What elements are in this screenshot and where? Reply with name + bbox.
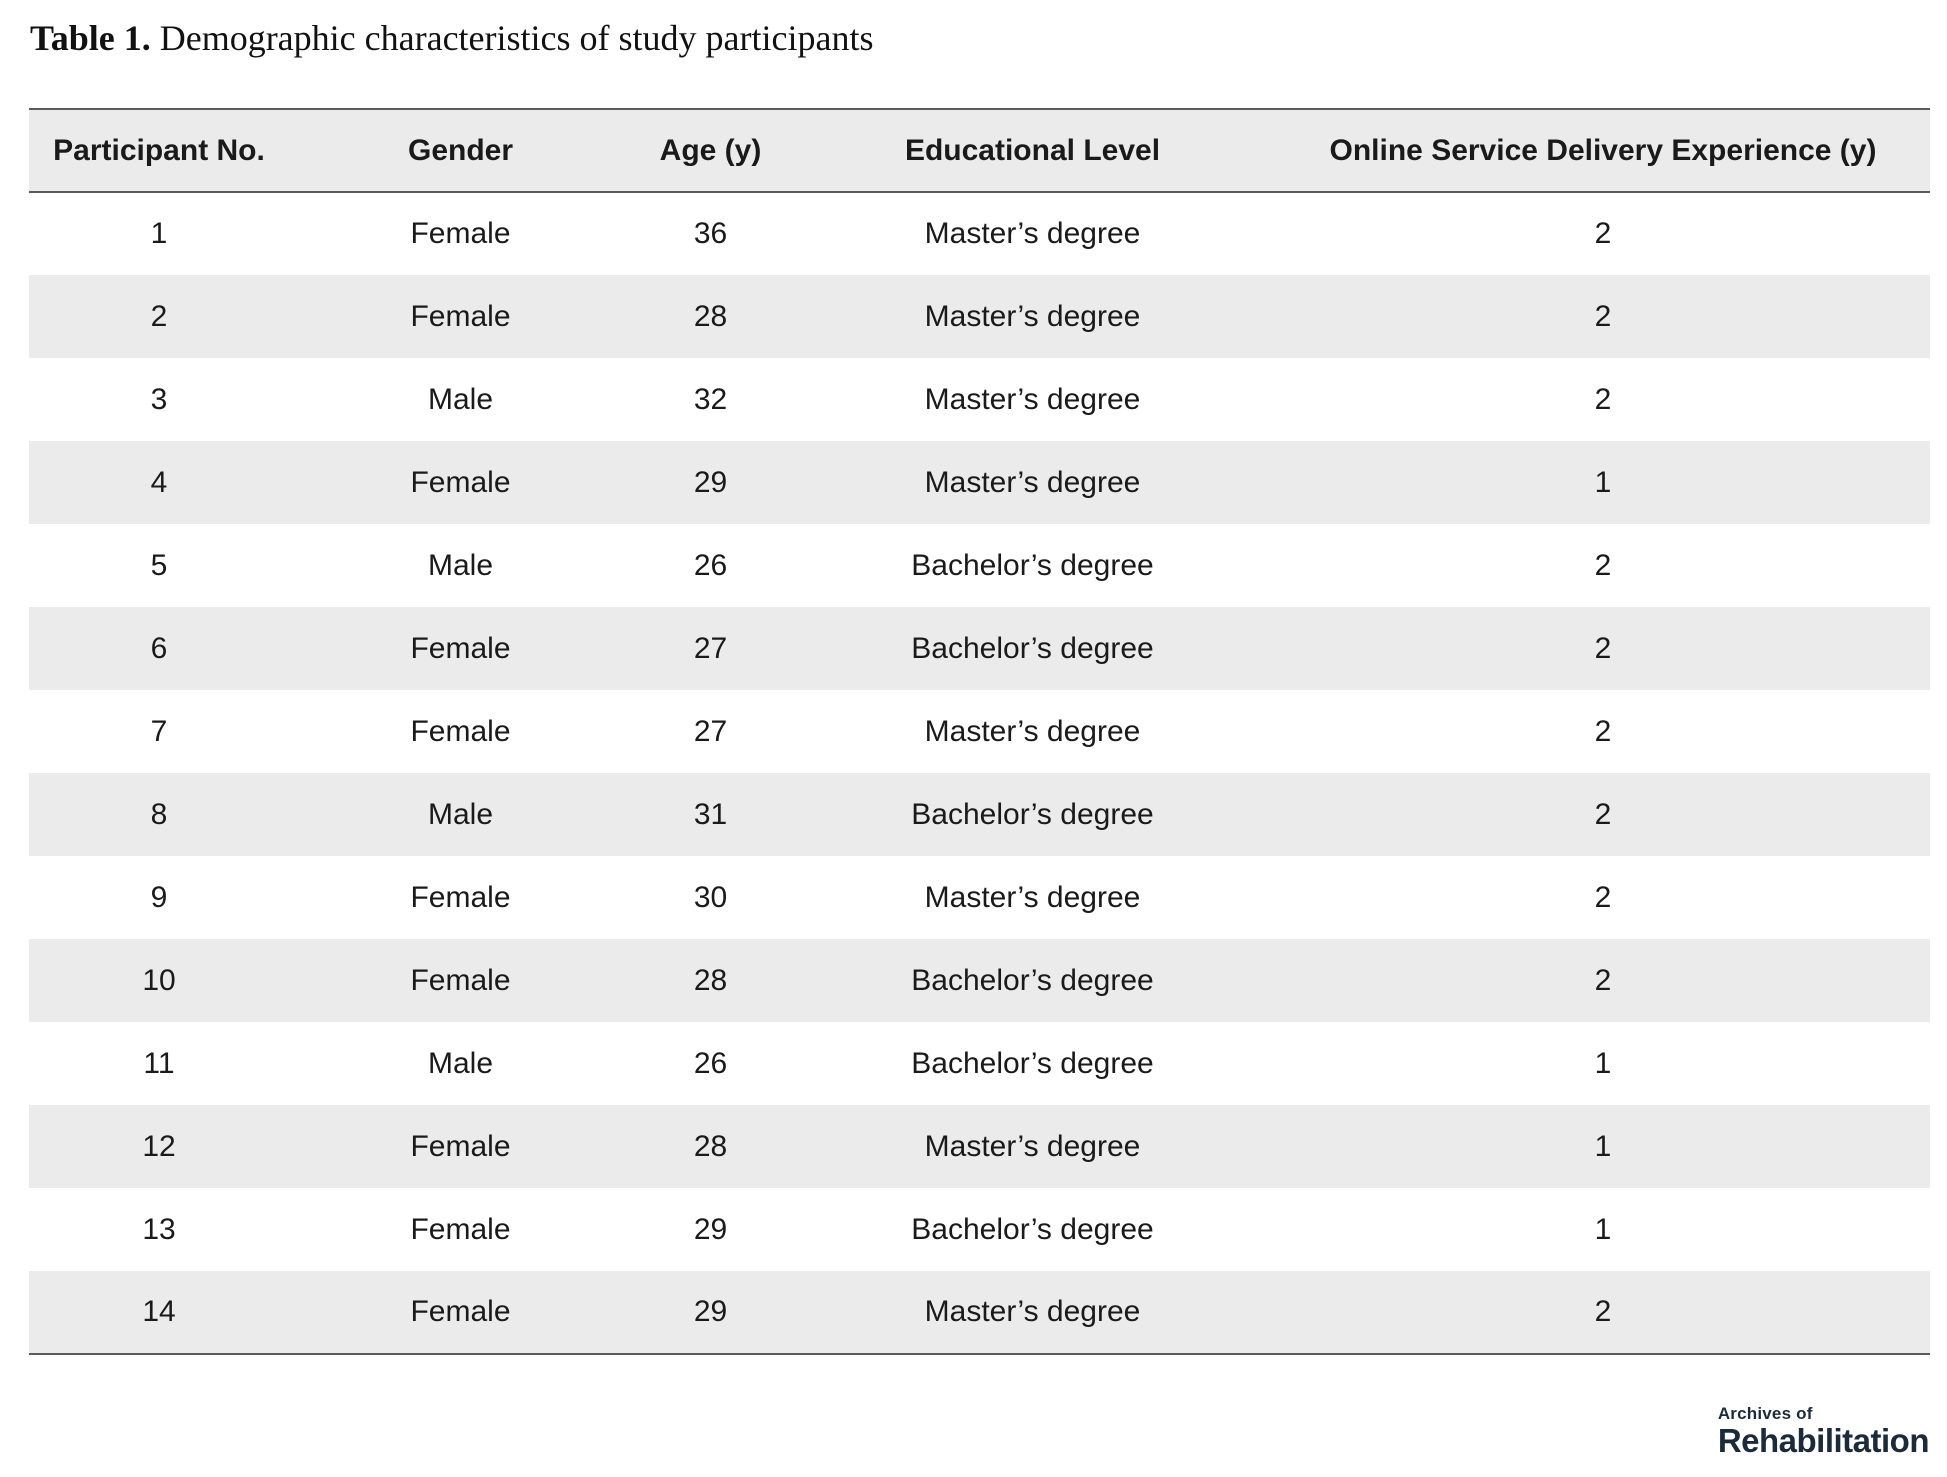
table-caption: [30, 14, 873, 62]
cell-age: 26: [693, 1046, 728, 1080]
header-gender: Gender: [407, 133, 514, 167]
cell-participant-no: 6: [150, 631, 168, 665]
cell-participant-no: 7: [150, 714, 168, 748]
table-row: [29, 1188, 1930, 1271]
cell-educational-level: Master’s degree: [924, 880, 1141, 914]
cell-age: 28: [693, 1129, 728, 1163]
cell-educational-level: Bachelor’s degree: [911, 1046, 1154, 1080]
logo-line-rehabilitation: Rehabilitation: [1717, 1422, 1929, 1459]
table-row: [29, 1271, 1930, 1354]
cell-participant-no: 4: [150, 465, 168, 499]
cell-educational-level: Bachelor’s degree: [911, 1212, 1154, 1246]
cell-educational-level: Bachelor’s degree: [911, 548, 1154, 582]
cell-participant-no: 8: [150, 797, 168, 831]
cell-educational-level: Master’s degree: [924, 1295, 1141, 1328]
cell-online-experience: 1: [1594, 1129, 1612, 1163]
cell-gender: Female: [410, 299, 511, 333]
cell-gender: Male: [427, 382, 494, 416]
cell-age: 28: [693, 299, 728, 333]
cell-age: 29: [693, 1212, 728, 1246]
cell-online-experience: 2: [1594, 714, 1612, 748]
table-row: [29, 192, 1930, 275]
table-row: [29, 524, 1930, 607]
cell-participant-no: 5: [150, 548, 168, 582]
cell-gender: Male: [427, 1046, 494, 1080]
cell-participant-no: 10: [142, 963, 176, 997]
cell-educational-level: Master’s degree: [924, 217, 1141, 250]
cell-gender: Female: [410, 880, 511, 914]
cell-educational-level: Bachelor’s degree: [911, 797, 1154, 831]
cell-online-experience: 2: [1594, 797, 1612, 831]
caption-label: Table 1.: [30, 18, 151, 58]
cell-age: 27: [693, 714, 728, 748]
cell-gender: Female: [410, 465, 511, 499]
cell-educational-level: Master’s degree: [924, 299, 1141, 333]
cell-online-experience: 2: [1594, 382, 1612, 416]
cell-age: 36: [693, 217, 728, 250]
cell-age: 28: [693, 963, 728, 997]
table-row: [29, 1105, 1930, 1188]
cell-participant-no: 3: [150, 382, 168, 416]
cell-online-experience: 2: [1594, 217, 1612, 250]
cell-gender: Female: [410, 217, 511, 250]
cell-gender: Female: [410, 714, 511, 748]
header-row: [29, 109, 1930, 192]
cell-participant-no: 14: [142, 1295, 176, 1328]
header-online-experience: Online Service Delivery Experience (y): [1329, 133, 1877, 167]
table-row: [29, 690, 1930, 773]
cell-online-experience: 2: [1594, 1295, 1612, 1328]
cell-participant-no: 9: [150, 880, 168, 914]
table-row: [29, 607, 1930, 690]
table-body: [29, 192, 1930, 1354]
cell-gender: Female: [410, 963, 511, 997]
table-row: [29, 856, 1930, 939]
cell-educational-level: Master’s degree: [924, 382, 1141, 416]
cell-participant-no: 13: [142, 1212, 176, 1246]
cell-online-experience: 2: [1594, 631, 1612, 665]
cell-age: 30: [693, 880, 728, 914]
cell-online-experience: 2: [1594, 963, 1612, 997]
header-educational-level: Educational Level: [904, 133, 1161, 167]
cell-age: 27: [693, 631, 728, 665]
cell-participant-no: 12: [142, 1129, 176, 1163]
header-age: Age (y): [659, 133, 762, 167]
table-row: [29, 441, 1930, 524]
cell-educational-level: Bachelor’s degree: [911, 963, 1154, 997]
cell-age: 26: [693, 548, 728, 582]
cell-participant-no: 11: [143, 1046, 175, 1080]
cell-age: 29: [693, 465, 728, 499]
cell-online-experience: 2: [1594, 299, 1612, 333]
cell-gender: Male: [427, 548, 494, 582]
table-row: [29, 275, 1930, 358]
cell-educational-level: Master’s degree: [924, 714, 1141, 748]
cell-gender: Female: [410, 1129, 511, 1163]
cell-gender: Female: [410, 1212, 511, 1246]
cell-age: 32: [693, 382, 728, 416]
journal-logo: [1718, 1405, 1929, 1459]
table-row: [29, 939, 1930, 1022]
logo-line-archives-of: Archives of: [1717, 1404, 1813, 1423]
cell-age: 29: [693, 1295, 728, 1328]
cell-educational-level: Bachelor’s degree: [911, 631, 1154, 665]
cell-gender: Female: [410, 1295, 511, 1328]
cell-gender: Female: [410, 631, 511, 665]
table-row: [29, 773, 1930, 856]
cell-participant-no: 1: [150, 217, 168, 250]
cell-online-experience: 2: [1594, 548, 1612, 582]
cell-online-experience: 1: [1594, 465, 1612, 499]
caption-text: Demographic characteristics of study participants: [150, 18, 874, 58]
cell-online-experience: 1: [1594, 1212, 1612, 1246]
cell-participant-no: 2: [150, 299, 168, 333]
cell-gender: Male: [427, 797, 494, 831]
cell-online-experience: 2: [1594, 880, 1612, 914]
cell-educational-level: Master’s degree: [924, 1129, 1141, 1163]
table-row: [29, 1022, 1930, 1105]
demographics-table: [29, 108, 1930, 1355]
header-participant-no: Participant No.: [53, 133, 265, 167]
cell-age: 31: [693, 797, 728, 831]
table-header: [29, 109, 1930, 192]
cell-educational-level: Master’s degree: [924, 465, 1141, 499]
cell-online-experience: 1: [1594, 1046, 1612, 1080]
table-row: [29, 358, 1930, 441]
